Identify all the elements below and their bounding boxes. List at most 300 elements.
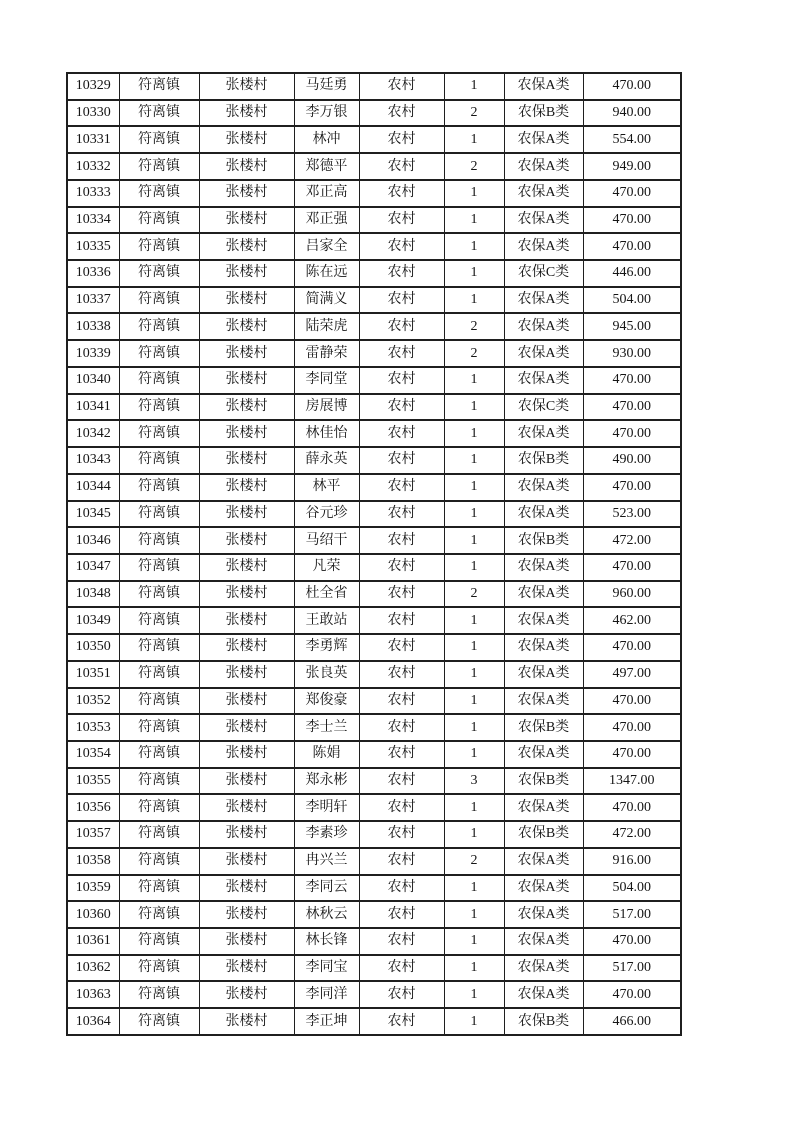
person-count-cell: 1 xyxy=(444,714,504,741)
person-count-cell: 1 xyxy=(444,875,504,902)
amount-cell: 504.00 xyxy=(583,287,681,314)
insurance-category-cell: 农保A类 xyxy=(504,126,583,153)
person-count-cell: 1 xyxy=(444,688,504,715)
person-name-cell: 李素珍 xyxy=(294,821,359,848)
town-cell: 符离镇 xyxy=(119,420,199,447)
insurance-category-cell: 农保B类 xyxy=(504,447,583,474)
person-count-cell: 1 xyxy=(444,821,504,848)
residence-type-cell: 农村 xyxy=(359,474,444,501)
amount-cell: 497.00 xyxy=(583,661,681,688)
person-name-cell: 李勇辉 xyxy=(294,634,359,661)
amount-cell: 470.00 xyxy=(583,207,681,234)
serial-cell: 10334 xyxy=(67,207,119,234)
amount-cell: 470.00 xyxy=(583,714,681,741)
serial-cell: 10353 xyxy=(67,714,119,741)
town-cell: 符离镇 xyxy=(119,501,199,528)
serial-cell: 10350 xyxy=(67,634,119,661)
table-row xyxy=(67,207,681,234)
serial-cell: 10333 xyxy=(67,180,119,207)
village-cell: 张楼村 xyxy=(199,634,294,661)
person-count-cell: 1 xyxy=(444,527,504,554)
person-count-cell: 1 xyxy=(444,955,504,982)
residence-type-cell: 农村 xyxy=(359,501,444,528)
person-count-cell: 1 xyxy=(444,287,504,314)
amount-cell: 470.00 xyxy=(583,554,681,581)
village-cell: 张楼村 xyxy=(199,126,294,153)
town-cell: 符离镇 xyxy=(119,634,199,661)
town-cell: 符离镇 xyxy=(119,581,199,608)
serial-cell: 10359 xyxy=(67,875,119,902)
person-count-cell: 1 xyxy=(444,474,504,501)
person-name-cell: 简满义 xyxy=(294,287,359,314)
person-name-cell: 吕家全 xyxy=(294,233,359,260)
insurance-category-cell: 农保A类 xyxy=(504,207,583,234)
residence-type-cell: 农村 xyxy=(359,73,444,100)
town-cell: 符离镇 xyxy=(119,554,199,581)
amount-cell: 470.00 xyxy=(583,981,681,1008)
serial-cell: 10335 xyxy=(67,233,119,260)
residence-type-cell: 农村 xyxy=(359,821,444,848)
person-count-cell: 2 xyxy=(444,340,504,367)
serial-cell: 10362 xyxy=(67,955,119,982)
insurance-category-cell: 农保B类 xyxy=(504,100,583,127)
residence-type-cell: 农村 xyxy=(359,794,444,821)
town-cell: 符离镇 xyxy=(119,527,199,554)
spreadsheet-print-area xyxy=(66,72,682,1036)
person-name-cell: 房展博 xyxy=(294,394,359,421)
serial-cell: 10329 xyxy=(67,73,119,100)
town-cell: 符离镇 xyxy=(119,741,199,768)
person-name-cell: 杜全省 xyxy=(294,581,359,608)
person-count-cell: 1 xyxy=(444,928,504,955)
insurance-category-cell: 农保A类 xyxy=(504,607,583,634)
amount-cell: 470.00 xyxy=(583,688,681,715)
village-cell: 张楼村 xyxy=(199,501,294,528)
person-name-cell: 冉兴兰 xyxy=(294,848,359,875)
insurance-category-cell: 农保A类 xyxy=(504,901,583,928)
village-cell: 张楼村 xyxy=(199,447,294,474)
person-name-cell: 张良英 xyxy=(294,661,359,688)
person-count-cell: 1 xyxy=(444,207,504,234)
residence-type-cell: 农村 xyxy=(359,180,444,207)
person-count-cell: 3 xyxy=(444,768,504,795)
residence-type-cell: 农村 xyxy=(359,153,444,180)
person-count-cell: 1 xyxy=(444,73,504,100)
table-row xyxy=(67,180,681,207)
amount-cell: 470.00 xyxy=(583,233,681,260)
person-count-cell: 1 xyxy=(444,794,504,821)
insurance-category-cell: 农保C类 xyxy=(504,260,583,287)
amount-cell: 960.00 xyxy=(583,581,681,608)
person-name-cell: 凡荣 xyxy=(294,554,359,581)
table-row xyxy=(67,714,681,741)
insurance-category-cell: 农保A类 xyxy=(504,741,583,768)
village-cell: 张楼村 xyxy=(199,607,294,634)
town-cell: 符离镇 xyxy=(119,821,199,848)
insurance-category-cell: 农保A类 xyxy=(504,688,583,715)
serial-cell: 10338 xyxy=(67,313,119,340)
person-name-cell: 林佳怡 xyxy=(294,420,359,447)
town-cell: 符离镇 xyxy=(119,928,199,955)
insurance-category-cell: 农保B类 xyxy=(504,527,583,554)
residence-type-cell: 农村 xyxy=(359,928,444,955)
table-row xyxy=(67,153,681,180)
town-cell: 符离镇 xyxy=(119,714,199,741)
village-cell: 张楼村 xyxy=(199,1008,294,1035)
insurance-category-cell: 农保B类 xyxy=(504,768,583,795)
residence-type-cell: 农村 xyxy=(359,287,444,314)
insurance-category-cell: 农保A类 xyxy=(504,928,583,955)
table-row xyxy=(67,527,681,554)
serial-cell: 10354 xyxy=(67,741,119,768)
town-cell: 符离镇 xyxy=(119,340,199,367)
insurance-category-cell: 农保A类 xyxy=(504,73,583,100)
village-cell: 张楼村 xyxy=(199,420,294,447)
village-cell: 张楼村 xyxy=(199,875,294,902)
residence-type-cell: 农村 xyxy=(359,955,444,982)
serial-cell: 10340 xyxy=(67,367,119,394)
table-row xyxy=(67,981,681,1008)
insurance-category-cell: 农保A类 xyxy=(504,340,583,367)
serial-cell: 10341 xyxy=(67,394,119,421)
amount-cell: 504.00 xyxy=(583,875,681,902)
person-count-cell: 1 xyxy=(444,394,504,421)
town-cell: 符离镇 xyxy=(119,180,199,207)
person-count-cell: 2 xyxy=(444,153,504,180)
serial-cell: 10360 xyxy=(67,901,119,928)
person-count-cell: 1 xyxy=(444,126,504,153)
person-name-cell: 马绍干 xyxy=(294,527,359,554)
amount-cell: 470.00 xyxy=(583,794,681,821)
serial-cell: 10357 xyxy=(67,821,119,848)
town-cell: 符离镇 xyxy=(119,233,199,260)
amount-cell: 945.00 xyxy=(583,313,681,340)
person-name-cell: 陆荣虎 xyxy=(294,313,359,340)
residence-type-cell: 农村 xyxy=(359,100,444,127)
amount-cell: 470.00 xyxy=(583,474,681,501)
person-name-cell: 邓正强 xyxy=(294,207,359,234)
table-row xyxy=(67,581,681,608)
residence-type-cell: 农村 xyxy=(359,260,444,287)
person-name-cell: 郑俊豪 xyxy=(294,688,359,715)
village-cell: 张楼村 xyxy=(199,821,294,848)
benefits-table xyxy=(66,72,682,1036)
village-cell: 张楼村 xyxy=(199,981,294,1008)
table-row xyxy=(67,554,681,581)
residence-type-cell: 农村 xyxy=(359,607,444,634)
town-cell: 符离镇 xyxy=(119,981,199,1008)
table-row xyxy=(67,661,681,688)
village-cell: 张楼村 xyxy=(199,73,294,100)
village-cell: 张楼村 xyxy=(199,340,294,367)
town-cell: 符离镇 xyxy=(119,1008,199,1035)
insurance-category-cell: 农保A类 xyxy=(504,180,583,207)
table-row xyxy=(67,100,681,127)
town-cell: 符离镇 xyxy=(119,260,199,287)
insurance-category-cell: 农保A类 xyxy=(504,153,583,180)
table-row xyxy=(67,607,681,634)
residence-type-cell: 农村 xyxy=(359,233,444,260)
person-name-cell: 薛永英 xyxy=(294,447,359,474)
insurance-category-cell: 农保A类 xyxy=(504,313,583,340)
village-cell: 张楼村 xyxy=(199,394,294,421)
amount-cell: 916.00 xyxy=(583,848,681,875)
residence-type-cell: 农村 xyxy=(359,367,444,394)
person-count-cell: 1 xyxy=(444,260,504,287)
table-row xyxy=(67,367,681,394)
residence-type-cell: 农村 xyxy=(359,741,444,768)
residence-type-cell: 农村 xyxy=(359,875,444,902)
serial-cell: 10355 xyxy=(67,768,119,795)
town-cell: 符离镇 xyxy=(119,768,199,795)
village-cell: 张楼村 xyxy=(199,100,294,127)
insurance-category-cell: 农保A类 xyxy=(504,581,583,608)
person-name-cell: 郑永彬 xyxy=(294,768,359,795)
amount-cell: 940.00 xyxy=(583,100,681,127)
table-row xyxy=(67,821,681,848)
person-name-cell: 李士兰 xyxy=(294,714,359,741)
table-row xyxy=(67,73,681,100)
residence-type-cell: 农村 xyxy=(359,340,444,367)
residence-type-cell: 农村 xyxy=(359,581,444,608)
insurance-category-cell: 农保A类 xyxy=(504,474,583,501)
village-cell: 张楼村 xyxy=(199,207,294,234)
person-count-cell: 2 xyxy=(444,313,504,340)
serial-cell: 10364 xyxy=(67,1008,119,1035)
table-body xyxy=(67,73,681,1035)
village-cell: 张楼村 xyxy=(199,474,294,501)
insurance-category-cell: 农保A类 xyxy=(504,875,583,902)
village-cell: 张楼村 xyxy=(199,367,294,394)
table-row xyxy=(67,420,681,447)
amount-cell: 470.00 xyxy=(583,420,681,447)
serial-cell: 10349 xyxy=(67,607,119,634)
serial-cell: 10342 xyxy=(67,420,119,447)
amount-cell: 470.00 xyxy=(583,180,681,207)
person-name-cell: 雷静荣 xyxy=(294,340,359,367)
table-row xyxy=(67,260,681,287)
serial-cell: 10348 xyxy=(67,581,119,608)
village-cell: 张楼村 xyxy=(199,581,294,608)
person-name-cell: 李正坤 xyxy=(294,1008,359,1035)
insurance-category-cell: 农保A类 xyxy=(504,420,583,447)
person-count-cell: 1 xyxy=(444,367,504,394)
village-cell: 张楼村 xyxy=(199,153,294,180)
insurance-category-cell: 农保A类 xyxy=(504,501,583,528)
person-name-cell: 马廷勇 xyxy=(294,73,359,100)
insurance-category-cell: 农保B类 xyxy=(504,714,583,741)
village-cell: 张楼村 xyxy=(199,661,294,688)
residence-type-cell: 农村 xyxy=(359,688,444,715)
village-cell: 张楼村 xyxy=(199,741,294,768)
amount-cell: 949.00 xyxy=(583,153,681,180)
table-row xyxy=(67,768,681,795)
insurance-category-cell: 农保A类 xyxy=(504,955,583,982)
insurance-category-cell: 农保A类 xyxy=(504,367,583,394)
town-cell: 符离镇 xyxy=(119,794,199,821)
table-row xyxy=(67,634,681,661)
person-name-cell: 李同云 xyxy=(294,875,359,902)
residence-type-cell: 农村 xyxy=(359,1008,444,1035)
town-cell: 符离镇 xyxy=(119,287,199,314)
amount-cell: 523.00 xyxy=(583,501,681,528)
amount-cell: 472.00 xyxy=(583,821,681,848)
amount-cell: 466.00 xyxy=(583,1008,681,1035)
insurance-category-cell: 农保A类 xyxy=(504,848,583,875)
person-count-cell: 1 xyxy=(444,420,504,447)
amount-cell: 930.00 xyxy=(583,340,681,367)
village-cell: 张楼村 xyxy=(199,554,294,581)
residence-type-cell: 农村 xyxy=(359,768,444,795)
village-cell: 张楼村 xyxy=(199,180,294,207)
person-count-cell: 1 xyxy=(444,634,504,661)
town-cell: 符离镇 xyxy=(119,313,199,340)
person-count-cell: 1 xyxy=(444,981,504,1008)
table-row xyxy=(67,474,681,501)
insurance-category-cell: 农保A类 xyxy=(504,661,583,688)
residence-type-cell: 农村 xyxy=(359,126,444,153)
amount-cell: 470.00 xyxy=(583,741,681,768)
village-cell: 张楼村 xyxy=(199,313,294,340)
person-name-cell: 林秋云 xyxy=(294,901,359,928)
serial-cell: 10352 xyxy=(67,688,119,715)
residence-type-cell: 农村 xyxy=(359,447,444,474)
table-row xyxy=(67,875,681,902)
residence-type-cell: 农村 xyxy=(359,554,444,581)
amount-cell: 446.00 xyxy=(583,260,681,287)
insurance-category-cell: 农保B类 xyxy=(504,821,583,848)
town-cell: 符离镇 xyxy=(119,661,199,688)
serial-cell: 10345 xyxy=(67,501,119,528)
serial-cell: 10336 xyxy=(67,260,119,287)
person-name-cell: 李同堂 xyxy=(294,367,359,394)
village-cell: 张楼村 xyxy=(199,901,294,928)
village-cell: 张楼村 xyxy=(199,955,294,982)
residence-type-cell: 农村 xyxy=(359,207,444,234)
village-cell: 张楼村 xyxy=(199,928,294,955)
serial-cell: 10331 xyxy=(67,126,119,153)
table-row xyxy=(67,501,681,528)
serial-cell: 10344 xyxy=(67,474,119,501)
serial-cell: 10358 xyxy=(67,848,119,875)
table-row xyxy=(67,340,681,367)
serial-cell: 10339 xyxy=(67,340,119,367)
person-count-cell: 2 xyxy=(444,581,504,608)
person-count-cell: 1 xyxy=(444,1008,504,1035)
town-cell: 符离镇 xyxy=(119,367,199,394)
serial-cell: 10332 xyxy=(67,153,119,180)
amount-cell: 1347.00 xyxy=(583,768,681,795)
insurance-category-cell: 农保A类 xyxy=(504,233,583,260)
serial-cell: 10347 xyxy=(67,554,119,581)
insurance-category-cell: 农保A类 xyxy=(504,554,583,581)
table-row xyxy=(67,233,681,260)
amount-cell: 470.00 xyxy=(583,73,681,100)
table-row xyxy=(67,901,681,928)
person-count-cell: 1 xyxy=(444,554,504,581)
table-row xyxy=(67,794,681,821)
village-cell: 张楼村 xyxy=(199,287,294,314)
village-cell: 张楼村 xyxy=(199,527,294,554)
residence-type-cell: 农村 xyxy=(359,313,444,340)
village-cell: 张楼村 xyxy=(199,794,294,821)
residence-type-cell: 农村 xyxy=(359,634,444,661)
table-row xyxy=(67,741,681,768)
town-cell: 符离镇 xyxy=(119,474,199,501)
residence-type-cell: 农村 xyxy=(359,981,444,1008)
person-count-cell: 1 xyxy=(444,180,504,207)
amount-cell: 472.00 xyxy=(583,527,681,554)
town-cell: 符离镇 xyxy=(119,126,199,153)
person-count-cell: 1 xyxy=(444,661,504,688)
town-cell: 符离镇 xyxy=(119,875,199,902)
person-count-cell: 2 xyxy=(444,848,504,875)
person-name-cell: 陈娟 xyxy=(294,741,359,768)
town-cell: 符离镇 xyxy=(119,447,199,474)
person-count-cell: 2 xyxy=(444,100,504,127)
table-row xyxy=(67,688,681,715)
town-cell: 符离镇 xyxy=(119,207,199,234)
person-name-cell: 李同宝 xyxy=(294,955,359,982)
person-name-cell: 李同洋 xyxy=(294,981,359,1008)
village-cell: 张楼村 xyxy=(199,714,294,741)
serial-cell: 10330 xyxy=(67,100,119,127)
person-name-cell: 林平 xyxy=(294,474,359,501)
person-count-cell: 1 xyxy=(444,501,504,528)
table-row xyxy=(67,287,681,314)
serial-cell: 10356 xyxy=(67,794,119,821)
person-count-cell: 1 xyxy=(444,233,504,260)
person-name-cell: 林冲 xyxy=(294,126,359,153)
residence-type-cell: 农村 xyxy=(359,714,444,741)
village-cell: 张楼村 xyxy=(199,233,294,260)
insurance-category-cell: 农保A类 xyxy=(504,634,583,661)
person-name-cell: 李明轩 xyxy=(294,794,359,821)
town-cell: 符离镇 xyxy=(119,688,199,715)
amount-cell: 470.00 xyxy=(583,634,681,661)
amount-cell: 470.00 xyxy=(583,367,681,394)
table-row xyxy=(67,955,681,982)
amount-cell: 517.00 xyxy=(583,901,681,928)
person-count-cell: 1 xyxy=(444,447,504,474)
person-name-cell: 李万银 xyxy=(294,100,359,127)
insurance-category-cell: 农保A类 xyxy=(504,794,583,821)
person-name-cell: 邓正高 xyxy=(294,180,359,207)
amount-cell: 490.00 xyxy=(583,447,681,474)
table-row xyxy=(67,928,681,955)
person-name-cell: 王敢站 xyxy=(294,607,359,634)
town-cell: 符离镇 xyxy=(119,848,199,875)
village-cell: 张楼村 xyxy=(199,260,294,287)
residence-type-cell: 农村 xyxy=(359,848,444,875)
serial-cell: 10346 xyxy=(67,527,119,554)
person-count-cell: 1 xyxy=(444,607,504,634)
village-cell: 张楼村 xyxy=(199,848,294,875)
person-name-cell: 郑德平 xyxy=(294,153,359,180)
serial-cell: 10363 xyxy=(67,981,119,1008)
serial-cell: 10351 xyxy=(67,661,119,688)
town-cell: 符离镇 xyxy=(119,73,199,100)
person-count-cell: 1 xyxy=(444,901,504,928)
residence-type-cell: 农村 xyxy=(359,901,444,928)
insurance-category-cell: 农保B类 xyxy=(504,1008,583,1035)
village-cell: 张楼村 xyxy=(199,768,294,795)
village-cell: 张楼村 xyxy=(199,688,294,715)
person-name-cell: 谷元珍 xyxy=(294,501,359,528)
amount-cell: 517.00 xyxy=(583,955,681,982)
serial-cell: 10337 xyxy=(67,287,119,314)
table-row xyxy=(67,126,681,153)
